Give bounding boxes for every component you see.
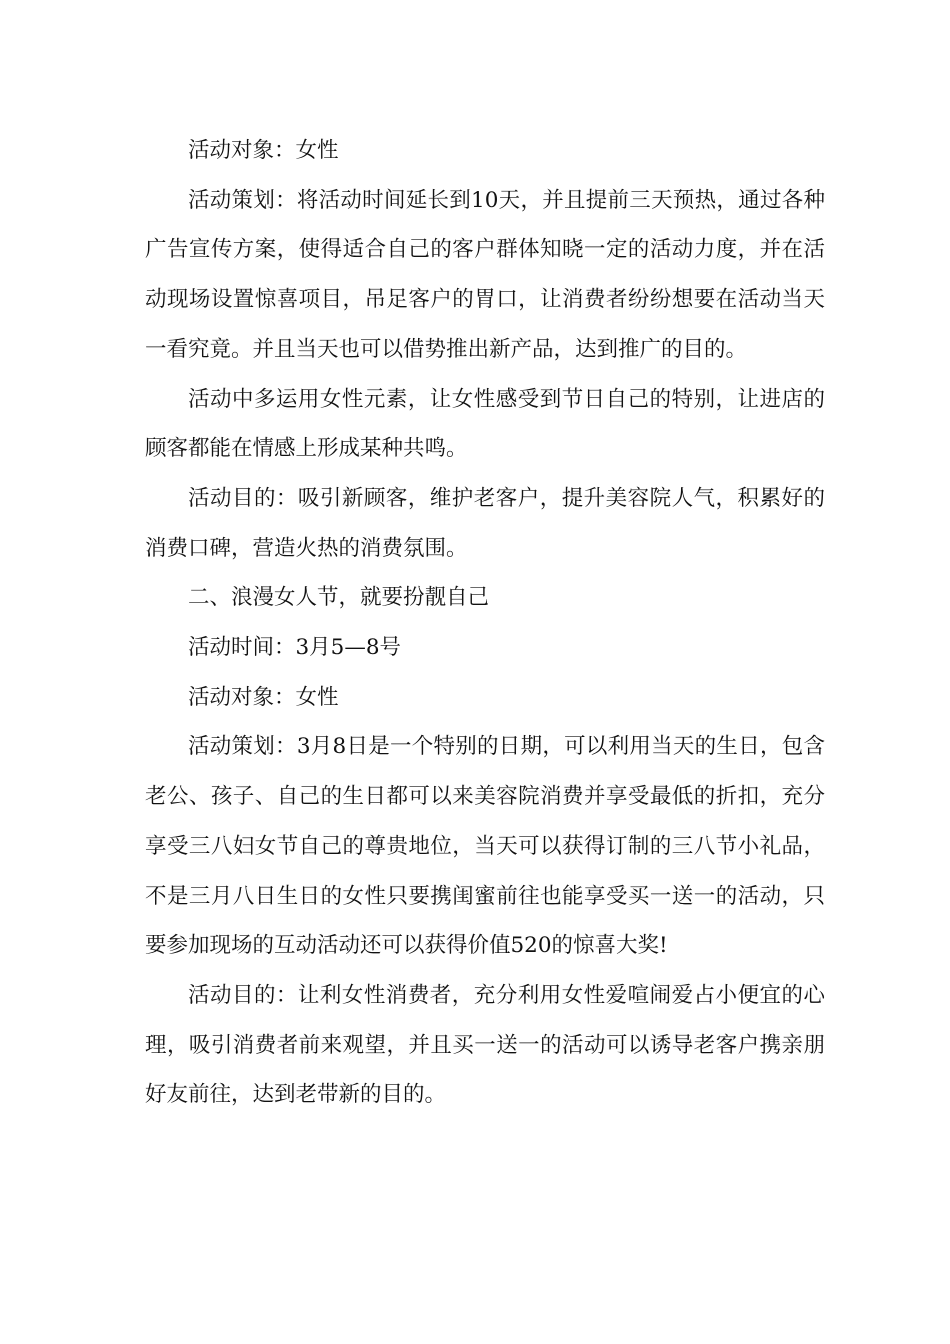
document-body [145,126,825,1120]
section-heading-romantic-womens-day: 二、浪漫女人节，就要扮靓自己 [188,585,490,611]
paragraph-activity-plan-1: 活动策划：将活动时间延长到10天，并且提前三天预热，通过各种广告宣传方案，使得适合自己的客户群体知晓一定的活动力度，并在活动现场设置惊喜项目，吊足客户的胃口，让消费者纷纷想要在活动当天一看究竟。并且当天也可以借势推出新产品，达到推广的目的。 [145,187,825,362]
paragraph-activity-target-2: 活动对象：女性 [188,684,339,710]
paragraph-activity-plan-2: 活动策划：3月8日是一个特别的日期，可以利用当天的生日，包含老公、孩子、自己的生日都可以来美容院消费并享受最低的折扣，充分享受三八妇女节自己的尊贵地位，当天可以获得订制的三八节小礼品，不是三月八日生日的女性只要携闺蜜前往也能享受买一送一的活动，只要参加现场的互动活动还可以获得价值520的惊喜大奖! [145,734,825,959]
paragraph-female-elements: 活动中多运用女性元素，让女性感受到节日自己的特别，让进店的顾客都能在情感上形成某种共鸣。 [145,386,825,462]
paragraph-activity-goal-2: 活动目的：让利女性消费者，充分利用女性爱喧闹爱占小便宜的心理，吸引消费者前来观望，并且买一送一的活动可以诱导老客户携亲朋好友前往，达到老带新的目的。 [145,982,825,1108]
paragraph-activity-time: 活动时间：3月5—8号 [188,635,402,661]
paragraph-activity-goal-1: 活动目的：吸引新顾客，维护老客户，提升美容院人气，积累好的消费口碑，营造火热的消费氛围。 [145,485,825,561]
paragraph-activity-target-1: 活动对象：女性 [188,138,339,163]
